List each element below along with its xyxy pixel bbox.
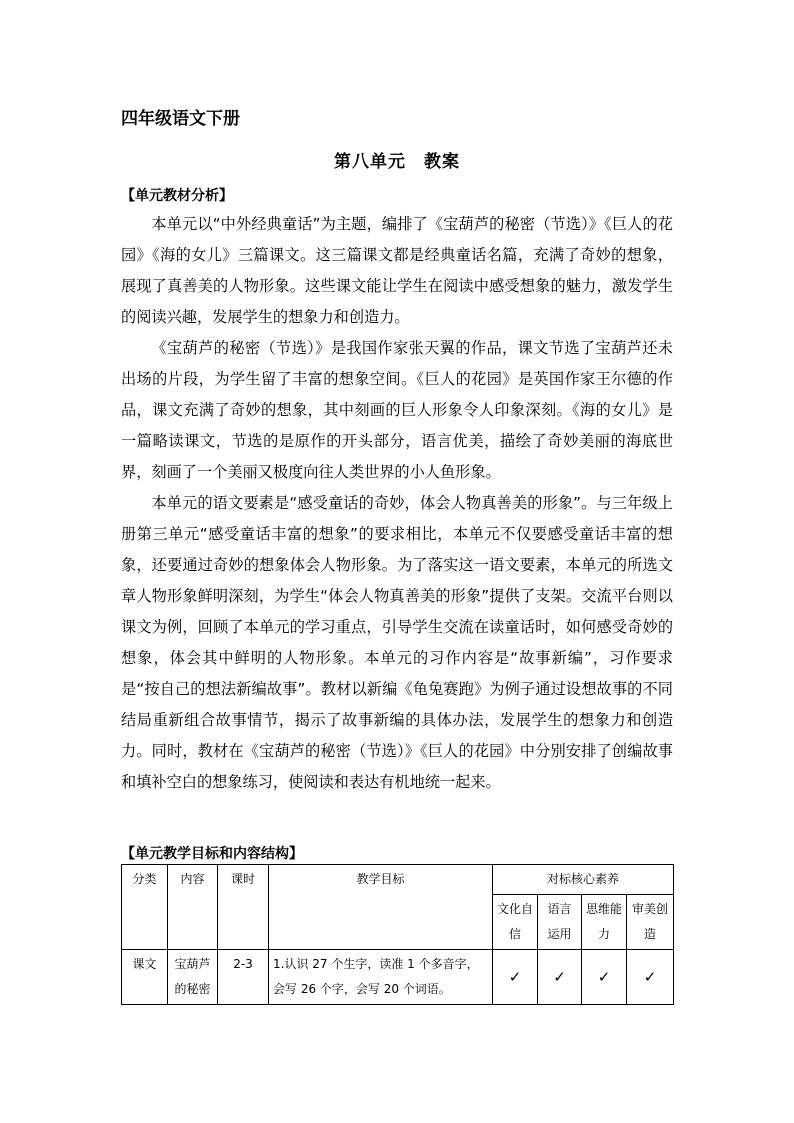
cell-category: 课文 xyxy=(122,950,168,1005)
cell-content: 宝葫芦的秘密 xyxy=(168,950,218,1005)
cell-goal: 1.认识 27 个生字，读准 1 个多音字，会写 26 个字，会写 20 个词语。 xyxy=(269,950,493,1005)
goals-table xyxy=(121,864,674,1005)
check-mark: ✓ xyxy=(627,950,674,1005)
section-heading-goals: 【单元教学目标和内容结构】 xyxy=(121,846,303,862)
header-content: 内容 xyxy=(168,865,218,950)
paragraph: 本单元的语文要素是“感受童话的奇妙，体会人物真善美的形象”。与三年级上册第三单元“感受童话丰富的想象”的要求相比，本单元不仅要感受童话丰富的想象，还要通过奇妙的想象体会人物形象。为了落实这一语文要素，本单元的所选文章人物形象鲜明深刻，为学生“体会人物真善美的形象”提供了支架。交流平台则以课文为例，回顾了本单元的学习重点，引导学生交流在读童话时，如何感受奇妙的想象，体会其中鲜明的人物形象。本单元的习作内容是“故事新编”，习作要求是“按自己的想法新编故事”。教材以新编《龟兔赛跑》为例子通过设想故事的不同结局重新组合故事情节，揭示了故事新编的具体办法，发展学生的想象力和创造力。同时，教材在《宝葫芦的秘密（节选）》《巨人的花园》中分别安排了创编故事和填补空白的想象练习，使阅读和表达有机地统一起来。 xyxy=(121,494,673,791)
table-header-row xyxy=(122,865,674,895)
analysis-body xyxy=(121,209,673,798)
header-goal: 教学目标 xyxy=(269,865,493,950)
header-culture-confidence: 文化自信 xyxy=(493,895,538,950)
header-thinking-ability: 思维能力 xyxy=(582,895,627,950)
header-core-competency: 对标核心素养 xyxy=(493,865,674,895)
unit-title: 第八单元 教案 xyxy=(334,152,460,172)
paragraph: 本单元以“中外经典童话”为主题，编排了《宝葫芦的秘密（节选）》《巨人的花园》《海的女儿》三篇课文。这三篇课文都是经典童话名篇，充满了奇妙的想象，展现了真善美的人物形象。这些课文能让学生在阅读中感受想象的魅力，激发学生的阅读兴趣，发展学生的想象力和创造力。 xyxy=(121,215,673,326)
header-category: 分类 xyxy=(122,865,168,950)
section-heading-analysis: 【单元教材分析】 xyxy=(121,188,233,204)
check-mark: ✓ xyxy=(493,950,538,1005)
check-mark: ✓ xyxy=(582,950,627,1005)
header-language-use: 语言运用 xyxy=(538,895,582,950)
grade-title: 四年级语文下册 xyxy=(121,109,240,129)
cell-periods: 2-3 xyxy=(218,950,269,1005)
check-mark: ✓ xyxy=(538,950,582,1005)
paragraph: 《宝葫芦的秘密（节选）》是我国作家张天翼的作品，课文节选了宝葫芦还未出场的片段，为学生留了丰富的想象空间。《巨人的花园》是英国作家王尔德的作品，课文充满了奇妙的想象，其中刻画的巨人形象令人印象深刻。《海的女儿》是一篇略读课文，节选的是原作的开头部分，语言优美，描绘了奇妙美丽的海底世界，刻画了一个美丽又极度向往人类世界的小人鱼形象。 xyxy=(121,339,673,481)
table-row xyxy=(122,950,674,1005)
header-aesthetic-creation: 审美创造 xyxy=(627,895,674,950)
header-periods: 课时 xyxy=(218,865,269,950)
